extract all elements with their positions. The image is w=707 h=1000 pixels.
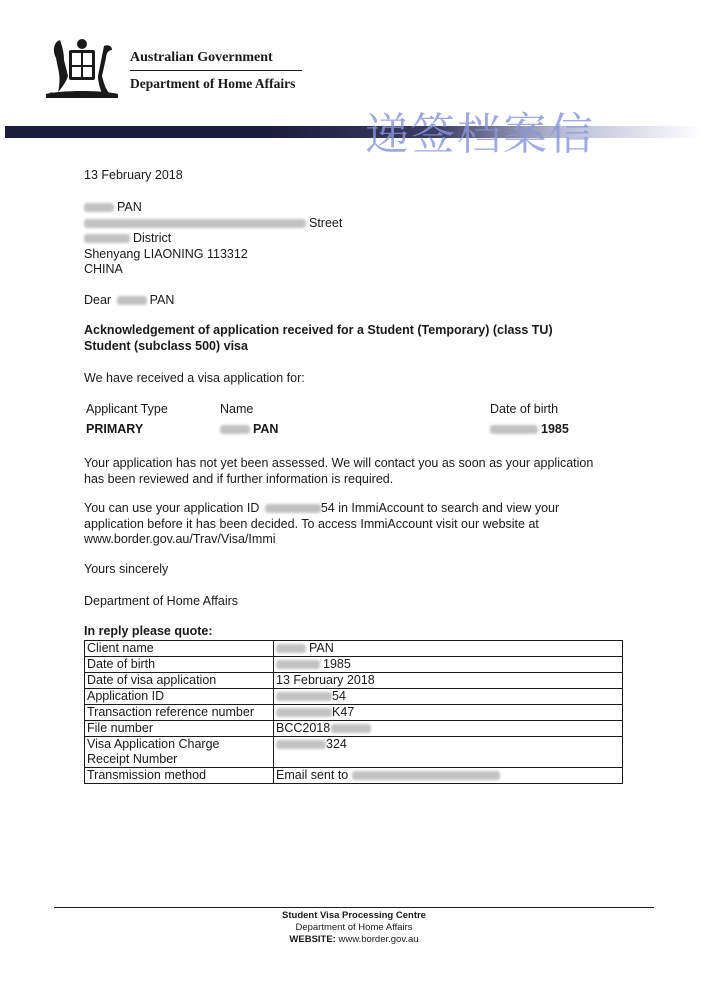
redacted-text (352, 771, 500, 780)
row-label: Date of visa application (85, 673, 274, 689)
redacted-text (331, 724, 371, 733)
row-value: 13 February 2018 (274, 673, 623, 689)
table-row (85, 673, 623, 689)
row-label: Transmission method (85, 768, 274, 784)
table-row (85, 689, 623, 705)
row-label: Date of birth (85, 657, 274, 673)
application-id-paragraph: You can use your application ID 54 in ImmiAccount to search and view your application before it has been decided. To access ImmiAccount visit our website at www.border.gov.au/Trav/Visa/Immi (84, 501, 560, 546)
redacted-text (276, 660, 320, 669)
row-label: Application ID (85, 689, 274, 705)
government-name: Australian Government (130, 50, 302, 71)
address-district-line: District (84, 231, 342, 247)
footer-dept: Department of Home Affairs (295, 922, 413, 933)
recipient-address (84, 200, 342, 278)
letter-date: 13 February 2018 (84, 168, 183, 182)
row-label: Visa Application Charge Receipt Number (85, 737, 274, 768)
footer-rule (54, 907, 654, 908)
applicant-dob-value: 1985 (490, 422, 569, 436)
redacted-text (265, 504, 321, 513)
redacted-text (84, 234, 130, 243)
footer (54, 910, 654, 946)
redacted-text (276, 708, 332, 717)
applicant-type-header: Applicant Type (86, 402, 168, 416)
name-header: Name (220, 402, 254, 416)
redacted-text (84, 219, 306, 228)
row-value: 1985 (274, 657, 623, 673)
row-value: 54 (274, 689, 623, 705)
salutation: Dear PAN (84, 293, 175, 307)
row-value: K47 (274, 705, 623, 721)
header-rule-bar (5, 126, 703, 138)
table-row (85, 768, 623, 784)
redacted-text (276, 692, 332, 701)
footer-website: WEBSITE: www.border.gov.au (289, 934, 419, 945)
website-link[interactable]: www.border.gov.au (338, 934, 419, 945)
address-street-line: Street (84, 216, 342, 232)
closing: Yours sincerely (84, 562, 169, 576)
redacted-text (117, 296, 147, 305)
footer-centre: Student Visa Processing Centre (282, 910, 426, 921)
signature: Department of Home Affairs (84, 594, 239, 608)
applicant-name-value: PAN (220, 422, 278, 436)
table-row (85, 721, 623, 737)
government-names (130, 50, 302, 92)
reference-table (84, 640, 623, 784)
dob-header: Date of birth (490, 402, 559, 416)
table-row (85, 705, 623, 721)
redacted-text (220, 425, 250, 434)
redacted-text (276, 740, 326, 749)
table-row (85, 641, 623, 657)
table-row (85, 657, 623, 673)
address-city-line: Shenyang LIAONING 113312 (84, 246, 248, 261)
redacted-text (490, 425, 538, 434)
immiaccount-link[interactable]: www.border.gov.au/Trav/Visa/Immi (84, 532, 276, 546)
watermark-text: 递签档案信 (365, 109, 595, 160)
table-row (85, 737, 623, 768)
address-name-line: PAN (84, 200, 342, 216)
coat-of-arms-icon (42, 36, 122, 100)
assessment-paragraph: Your application has not yet been assessed. We will contact you as soon as your application has been reviewed and if further information is required. (84, 456, 594, 486)
redacted-text (84, 203, 114, 212)
row-value: Email sent to (274, 768, 623, 784)
letter-subject: Acknowledgement of application received for a Student (Temporary) (class TU) Student (subclass 500) visa (84, 323, 553, 353)
redacted-text (276, 644, 306, 653)
department-name: Department of Home Affairs (130, 76, 296, 91)
row-value: 324 (274, 737, 623, 768)
row-label: Client name (85, 641, 274, 657)
row-label: Transaction reference number (85, 705, 274, 721)
received-intro: We have received a visa application for: (84, 371, 305, 385)
applicant-type-value: PRIMARY (86, 422, 144, 436)
address-country-line: CHINA (84, 262, 123, 276)
quote-heading: In reply please quote: (84, 624, 213, 638)
row-value: BCC2018 (274, 721, 623, 737)
row-label: File number (85, 721, 274, 737)
row-value: PAN (274, 641, 623, 657)
